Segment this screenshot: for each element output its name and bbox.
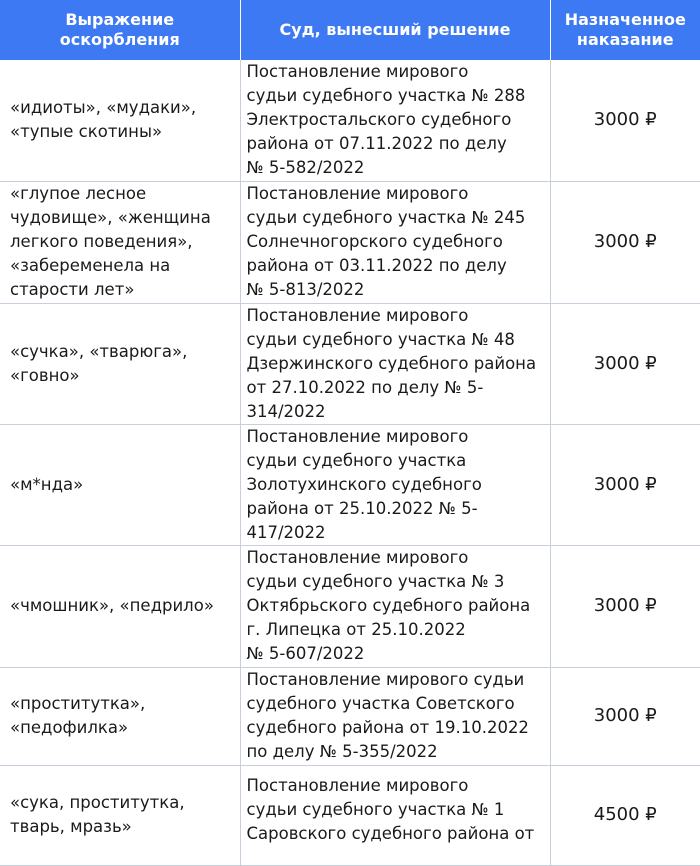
penalty-text: 3000 ₽ xyxy=(594,705,657,726)
cell-court xyxy=(240,303,550,424)
cell-penalty xyxy=(550,424,700,545)
cell-expression xyxy=(0,60,240,181)
cell-court xyxy=(240,181,550,303)
header-penalty xyxy=(550,0,700,60)
table-row xyxy=(0,667,700,765)
table-row xyxy=(0,765,700,865)
header-expression xyxy=(0,0,240,60)
expression-text: «глупое лесное чудовище», «женщина легкого поведения», «забеременела на старости лет» xyxy=(10,182,232,302)
cell-expression xyxy=(0,667,240,765)
cell-court xyxy=(240,60,550,181)
cell-court xyxy=(240,765,550,865)
cell-penalty xyxy=(550,765,700,865)
header-court-label: Суд, вынесший решение xyxy=(241,20,550,40)
header-penalty-label: Назначенное наказание xyxy=(551,10,700,50)
cell-court xyxy=(240,424,550,545)
penalty-text: 3000 ₽ xyxy=(594,595,657,616)
table-row xyxy=(0,424,700,545)
cell-expression xyxy=(0,303,240,424)
court-text: Постановление мирового судьи судебного участка Советского судебного района от 19.10.2022 по делу № 5-355/2022 xyxy=(247,668,546,764)
cell-penalty xyxy=(550,545,700,667)
expression-text: «сучка», «тварюга», «говно» xyxy=(10,340,232,388)
court-text: Постановление мирового судьи судебного участка Золотухинского судебного района от 25.10.2022 № 5-417/2022 xyxy=(247,425,546,545)
cell-penalty xyxy=(550,667,700,765)
penalty-text: 4500 ₽ xyxy=(594,804,657,825)
court-text: Постановление мирового судьи судебного участка № 245 Солнечногорского судебного района от 03.11.2022 по делу № 5-813/2022 xyxy=(247,182,546,302)
expression-text: «проститутка», «педофилка» xyxy=(10,692,232,740)
header-court xyxy=(240,0,550,60)
cell-expression xyxy=(0,181,240,303)
penalty-text: 3000 ₽ xyxy=(594,231,657,252)
court-text: Постановление мирового судьи судебного участка № 288 Электростальского судебного района от 07.11.2022 по делу № 5-582/2022 xyxy=(247,60,546,180)
header-expression-label: Выражение оскорбления xyxy=(0,10,240,50)
court-text: Постановление мирового судьи судебного участка № 48 Дзержинского судебного района от 27.10.2022 по делу № 5-314/2022 xyxy=(247,304,546,424)
table-header-row xyxy=(0,0,700,60)
table-row xyxy=(0,545,700,667)
cell-penalty xyxy=(550,60,700,181)
table-row xyxy=(0,181,700,303)
penalty-text: 3000 ₽ xyxy=(594,109,657,130)
cell-court xyxy=(240,545,550,667)
cell-expression xyxy=(0,765,240,865)
table-row xyxy=(0,303,700,424)
cell-expression xyxy=(0,545,240,667)
expression-text: «чмошник», «педрило» xyxy=(10,594,232,618)
cell-expression xyxy=(0,424,240,545)
penalty-text: 3000 ₽ xyxy=(594,474,657,495)
expression-text: «м*нда» xyxy=(10,473,232,497)
cell-court xyxy=(240,667,550,765)
expression-text: «идиоты», «мудаки», «тупые скотины» xyxy=(10,96,232,144)
court-text: Постановление мирового судьи судебного участка № 3 Октябрьского судебного района г. Липецка от 25.10.2022 № 5-607/2022 xyxy=(247,546,546,666)
expression-text: «сука, проститутка, тварь, мразь» xyxy=(10,791,232,839)
cell-penalty xyxy=(550,181,700,303)
cell-penalty xyxy=(550,303,700,424)
table-row xyxy=(0,60,700,181)
court-text: Постановление мирового судьи судебного участка № 1 Саровского судебного района от xyxy=(247,774,546,846)
penalty-text: 3000 ₽ xyxy=(594,353,657,374)
